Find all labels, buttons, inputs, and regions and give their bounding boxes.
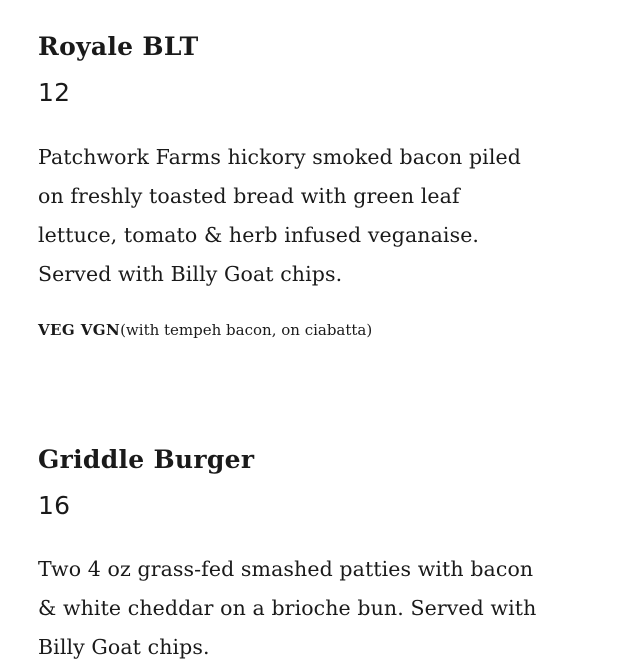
item-description bbox=[38, 550, 618, 667]
dietary-tags: VEG VGN bbox=[38, 321, 121, 339]
dietary-note: (with tempeh bacon, on ciabatta) bbox=[120, 321, 373, 339]
description-line: Two 4 oz grass-fed smashed patties with bacon bbox=[38, 557, 534, 581]
description-line: Billy Goat chips. bbox=[38, 635, 210, 659]
menu-item-royale-blt[interactable] bbox=[38, 30, 618, 340]
item-price: 12 bbox=[38, 78, 71, 107]
item-name: Griddle Burger bbox=[38, 445, 255, 474]
item-name: Royale BLT bbox=[38, 32, 199, 61]
description-line: lettuce, tomato & herb infused veganaise. bbox=[38, 223, 480, 247]
description-line: & white cheddar on a brioche bun. Served with bbox=[38, 596, 537, 620]
item-description bbox=[38, 138, 618, 294]
description-line: on freshly toasted bread with green leaf bbox=[38, 184, 460, 208]
item-price: 16 bbox=[38, 491, 71, 520]
description-line: Served with Billy Goat chips. bbox=[38, 262, 343, 286]
dietary-info bbox=[38, 320, 618, 340]
description-line: Patchwork Farms hickory smoked bacon piled bbox=[38, 145, 521, 169]
menu-item-griddle-burger[interactable] bbox=[38, 443, 618, 667]
